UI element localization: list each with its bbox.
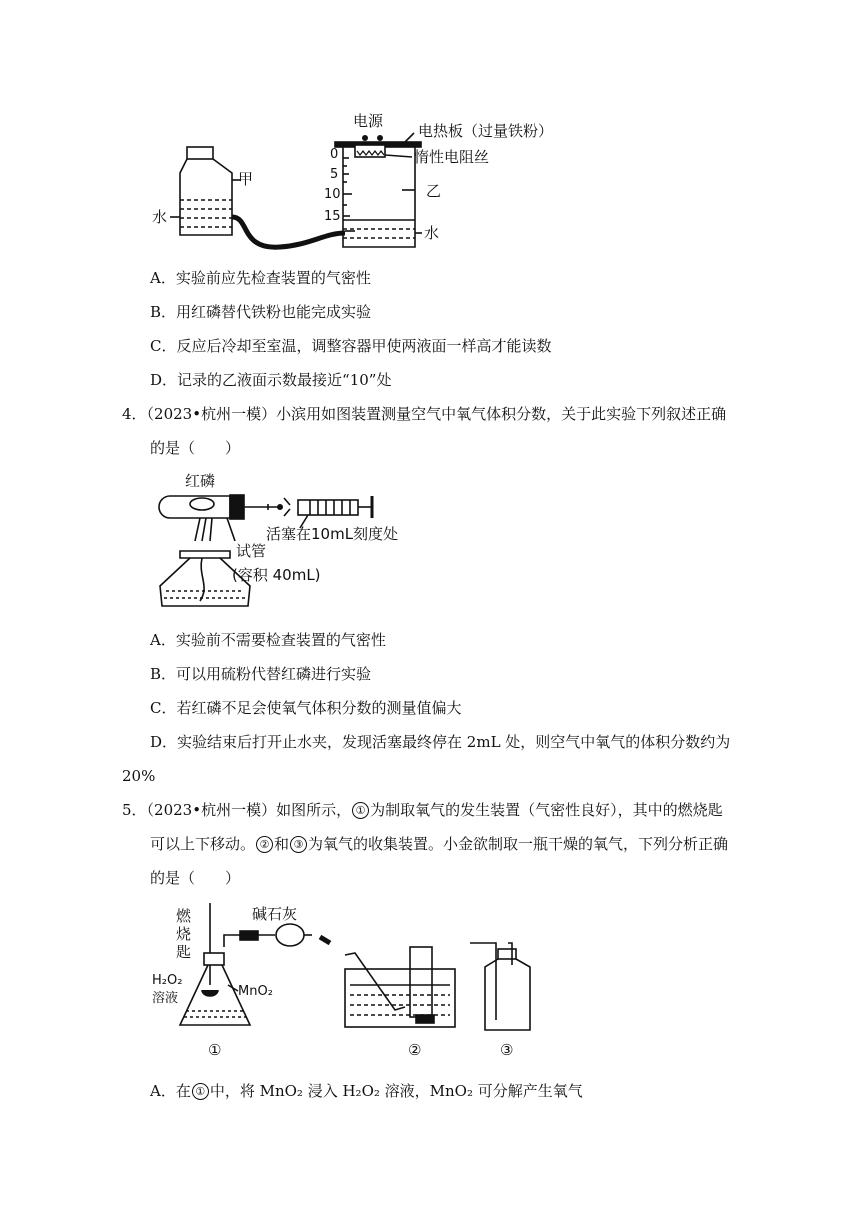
scale-5: 5 (330, 167, 339, 182)
q3-option-a: A．实验前应先检查装置的气密性 (150, 269, 371, 287)
tube-volume-label: (容积 40mL) (232, 566, 321, 584)
q5-stem-line2-part3: 为氧气的收集装置。小金欲制取一瓶干燥的氧气，下列分析正确 (308, 835, 729, 853)
spoon-char-2: 烧 (176, 925, 192, 943)
water-left-label: 水 (152, 208, 168, 226)
figure-num-2: ② (408, 1041, 422, 1059)
circled-1-option: ① (192, 1083, 209, 1100)
q5-option-a-part2: 中，将 MnO₂ 浸入 H₂O₂ 溶液，MnO₂ 可分解产生氧气 (209, 1082, 583, 1100)
solution-label: 溶液 (152, 991, 179, 1006)
scale-0: 0 (330, 147, 339, 162)
q4-stem-line2: 的是（ ） (150, 439, 241, 457)
test-tube-label: 试管 (236, 542, 267, 560)
cylinder-yi (335, 133, 422, 247)
q4-option-b: B．可以用硫粉代替红磷进行实验 (150, 665, 372, 683)
figure-num-1: ① (208, 1041, 222, 1059)
q5-stem-part2: 为制取氧气的发生装置（气密性良好），其中的燃烧匙 (370, 801, 723, 819)
q5-option-a (150, 1081, 583, 1101)
mno2-label: MnO₂ (238, 984, 273, 999)
q3-option-c: C．反应后冷却至室温，调整容器甲使两液面一样高才能读数 (150, 337, 552, 355)
q5-stem-line2-part2: 和 (274, 835, 290, 853)
q3-option-b: B．用红磷替代铁粉也能完成实验 (150, 303, 372, 321)
q4-stem-line1: 4．（2023•杭州一模）小滨用如图装置测量空气中氧气体积分数，关于此实验下列叙述正确 (122, 405, 727, 423)
q3-apparatus-figure (140, 105, 580, 255)
spoon-char-1: 燃 (176, 907, 192, 925)
q5-stem-part1: 5．（2023•杭州一模）如图所示， (122, 801, 352, 819)
jar-jia-label: 甲 (238, 170, 254, 188)
red-phosphorus-label: 红磷 (185, 472, 216, 490)
q4-option-d-line2: 20% (122, 767, 156, 785)
scale-10: 10 (324, 187, 341, 202)
q5-stem-line3: 的是（ ） (150, 869, 241, 887)
jar-jia (170, 147, 240, 235)
q4-apparatus-figure (140, 466, 440, 616)
circled-1: ① (352, 802, 369, 819)
water-right-label: 水 (424, 224, 440, 242)
q4-option-a: A．实验前不需要检查装置的气密性 (150, 631, 386, 649)
cylinder-yi-label: 乙 (426, 182, 442, 200)
heating-plate-label: 电热板（过量铁粉） (418, 122, 554, 140)
q4-option-d-line1: D．实验结束后打开止水夹，发现活塞最终停在 2mL 处，则空气中氧气的体积分数约为 (150, 733, 731, 751)
resistance-wire-label: 惰性电阻丝 (414, 148, 490, 166)
power-label: 电源 (353, 112, 384, 130)
soda-lime-label: 碱石灰 (252, 905, 298, 923)
figure-num-3: ③ (500, 1041, 514, 1059)
q5-stem-line1 (122, 800, 723, 820)
q5-option-a-part1: A．在 (150, 1082, 191, 1100)
scale-15: 15 (324, 209, 341, 224)
q4-option-c: C．若红磷不足会使氧气体积分数的测量值偏大 (150, 699, 462, 717)
q5-stem-line2 (150, 834, 728, 854)
q3-option-d: D．记录的乙液面示数最接近“10”处 (150, 371, 392, 389)
q5-stem-line2-part1: 可以上下移动。 (150, 835, 256, 853)
circled-3: ③ (290, 836, 307, 853)
q5-apparatus-figure (140, 895, 540, 1075)
circled-2: ② (256, 836, 273, 853)
piston-label: 活塞在10mL刻度处 (266, 525, 399, 543)
h2o2-label: H₂O₂ (152, 973, 183, 988)
spoon-char-3: 匙 (176, 943, 192, 961)
